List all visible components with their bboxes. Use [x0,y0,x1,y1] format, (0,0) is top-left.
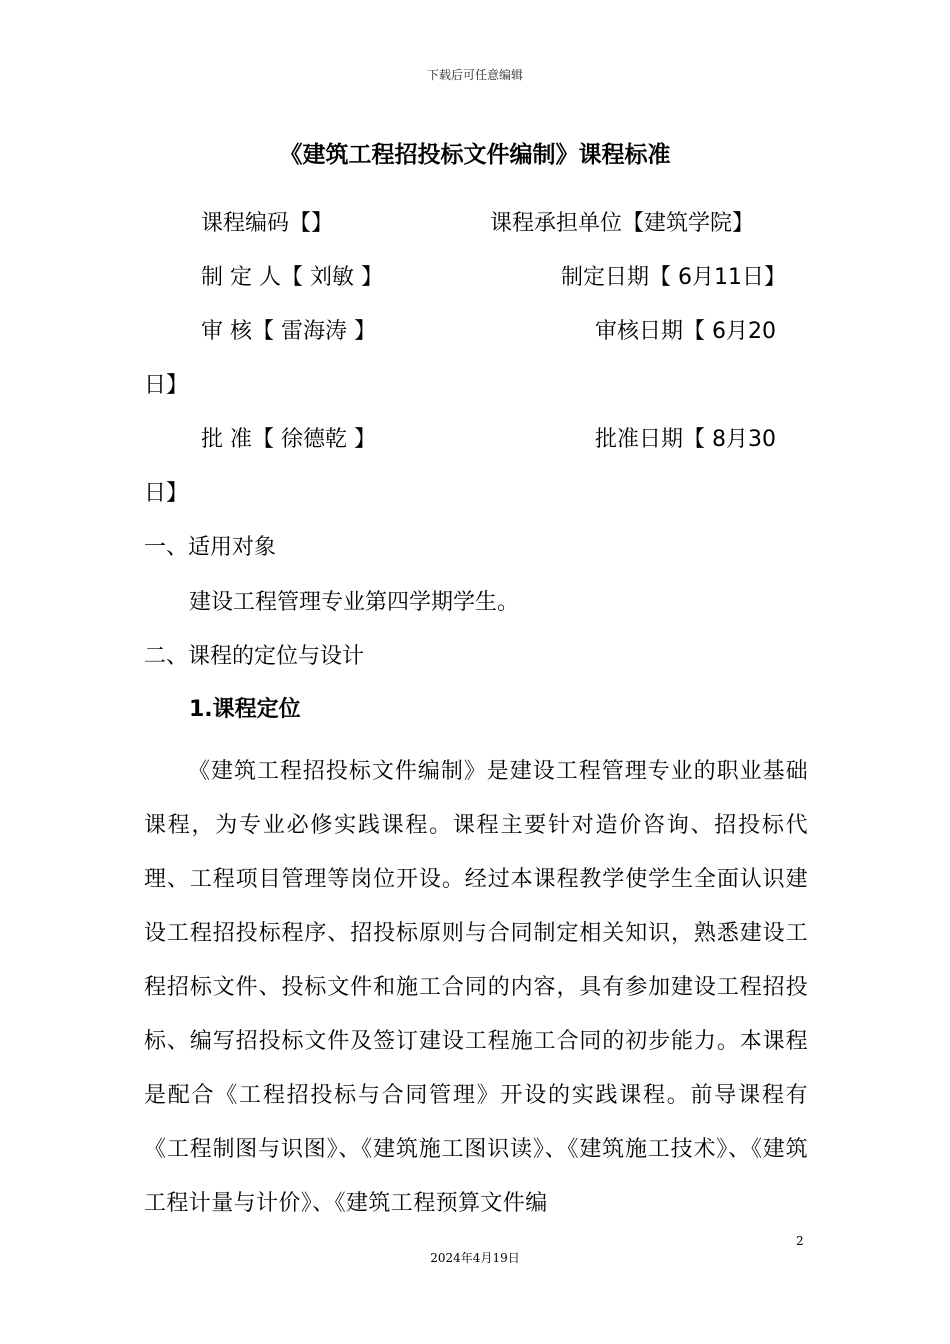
reviewer: 审 核【 雷海涛 】 [201,319,376,344]
section-heading-positioning-design: 二、课程的定位与设计 [144,644,365,669]
section-text-applicable-objects: 建设工程管理专业第四学期学生。 [189,590,520,615]
document-title: 《建筑工程招投标文件编制》课程标准 [279,142,671,168]
author-date: 制定日期【 6月11日】 [561,265,786,290]
review-date-continued: 日】 [144,373,189,398]
page-number: 2 [796,1234,804,1248]
author: 制 定 人【 刘敏 】 [201,265,383,290]
course-unit: 课程承担单位【建筑学院】 [490,211,755,236]
section-heading-applicable-objects: 一、适用对象 [144,535,277,560]
course-positioning-paragraph: 《建筑工程招投标文件编制》是建设工程管理专业的职业基础课程，为专业必修实践课程。课程主要针对造价咨询、招投标代理、工程项目管理等岗位开设。经过本课程教学使学生全面认识建设工程招投标程序、招投标原则与合同制定相关知识，熟悉建设工程招标文件、投标文件和施工合同的内容，具有参加建设工程招投标、编写招投标文件及签订建设工程施工合同的初步能力。本课程是配合《工程招投标与合同管理》开设的实践课程。前导课程有《工程制图与识图》、《建筑施工图识读》、《建筑施工技术》、《建筑工程计量与计价》、《建筑工程预算文件编 [144,759,808,1216]
course-code: 课程编码【】 [201,211,334,236]
footer-date: 2024年4月19日 [430,1251,520,1265]
approve-date: 批准日期【 8月30 [595,427,776,452]
subsection-heading-course-positioning: 1.课程定位 [189,697,301,722]
review-date: 审核日期【 6月20 [595,319,776,344]
header-note: 下载后可任意编辑 [426,68,523,82]
approve-date-continued: 日】 [144,481,189,506]
approver: 批 准【 徐德乾 】 [201,427,376,452]
